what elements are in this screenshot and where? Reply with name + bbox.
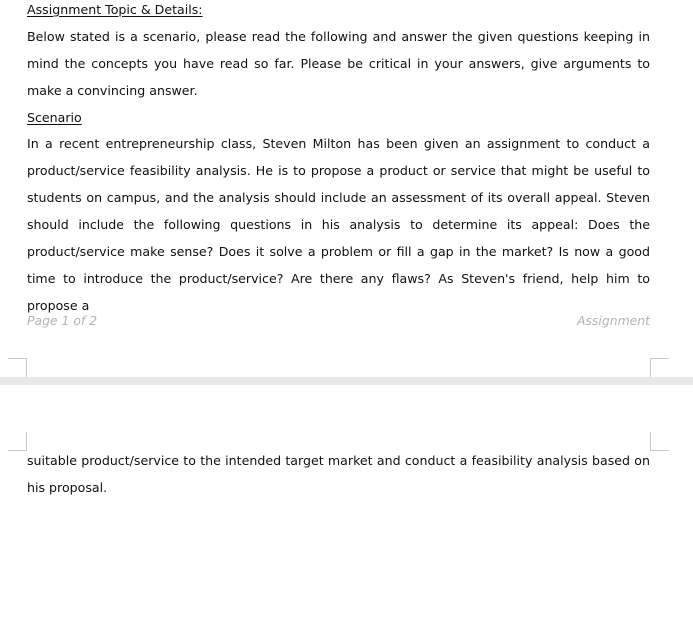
document-title-footer: Assignment [577,313,650,328]
page-break-gap [0,377,693,385]
page-corner-mark-top-left [8,432,27,451]
document-page-2 [0,385,693,643]
intro-paragraph: Below stated is a scenario, please read the following and answer the given questions keeping in mind the concepts you have read so far. Please be critical in your answers, give arguments to make a convincing answer. [27,29,650,98]
page-corner-mark-bottom-left [8,358,27,377]
scenario-paragraph-part1: In a recent entrepreneurship class, Steven Milton has been given an assignment to conduct a product/service feasibility analysis. He is to propose a product or service that might be useful to students on campus, and the analysis should include an assessment of its overall appeal. Steven should include the following questions in his analysis to determine its appeal: Does the product/service make sense? Does it solve a problem or fill a gap in the market? Is now a good time to introduce the product/service? Are there any flaws? As Steven's friend, help him to propose a [27,136,650,313]
scenario-heading: Scenario [27,110,82,125]
page-number-footer: Page 1 of 2 [27,313,98,328]
assignment-topic-heading: Assignment Topic & Details: [27,2,203,17]
page-corner-mark-bottom-right [650,358,669,377]
scenario-paragraph-part2: suitable product/service to the intended target market and conduct a feasibility analysis based on his proposal. [27,453,650,495]
page-corner-mark-top-right [650,432,669,451]
